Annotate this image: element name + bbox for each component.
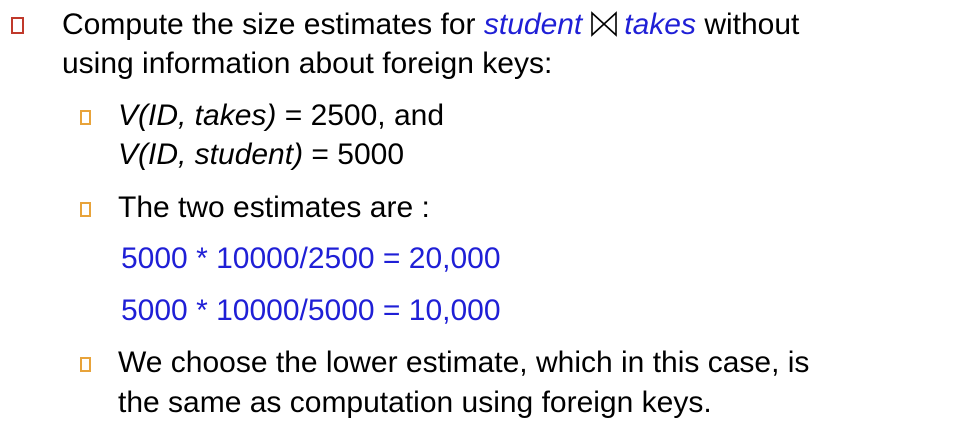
bullet1-line1 — [62, 7, 799, 46]
bullet1-line2: using information about foreign keys: — [62, 47, 553, 80]
bullet2-line2 — [118, 137, 404, 173]
sub-bullet-square-icon — [80, 110, 91, 125]
bullet4-line1: We choose the lower estimate, which in this case, is — [118, 346, 810, 379]
bullet4-line2: the same as computation using foreign keys. — [118, 386, 712, 419]
sub-bullet-square-icon — [80, 202, 91, 217]
v-id-takes-value: = 2500, and — [276, 99, 445, 132]
estimate-formula-2: 5000 * 10000/5000 = 10,000 — [121, 294, 501, 327]
natural-join-icon — [590, 10, 618, 46]
bullet1-suffix: without — [696, 8, 800, 41]
bullet3-text: The two estimates are : — [118, 191, 430, 224]
relation-student: student — [483, 8, 583, 41]
sub-bullet-square-icon — [80, 357, 91, 372]
bullet1-prefix: Compute the size estimates for — [62, 8, 484, 41]
relation-takes: takes — [624, 8, 696, 41]
v-id-takes-label: V(ID, takes) — [118, 99, 277, 132]
v-id-student-label: V(ID, student) — [118, 138, 304, 171]
estimate-formula-1: 5000 * 10000/2500 = 20,000 — [121, 242, 501, 275]
v-id-student-value: = 5000 — [303, 138, 405, 171]
bullet2-line1 — [118, 98, 444, 134]
bullet-square-icon — [11, 17, 24, 34]
